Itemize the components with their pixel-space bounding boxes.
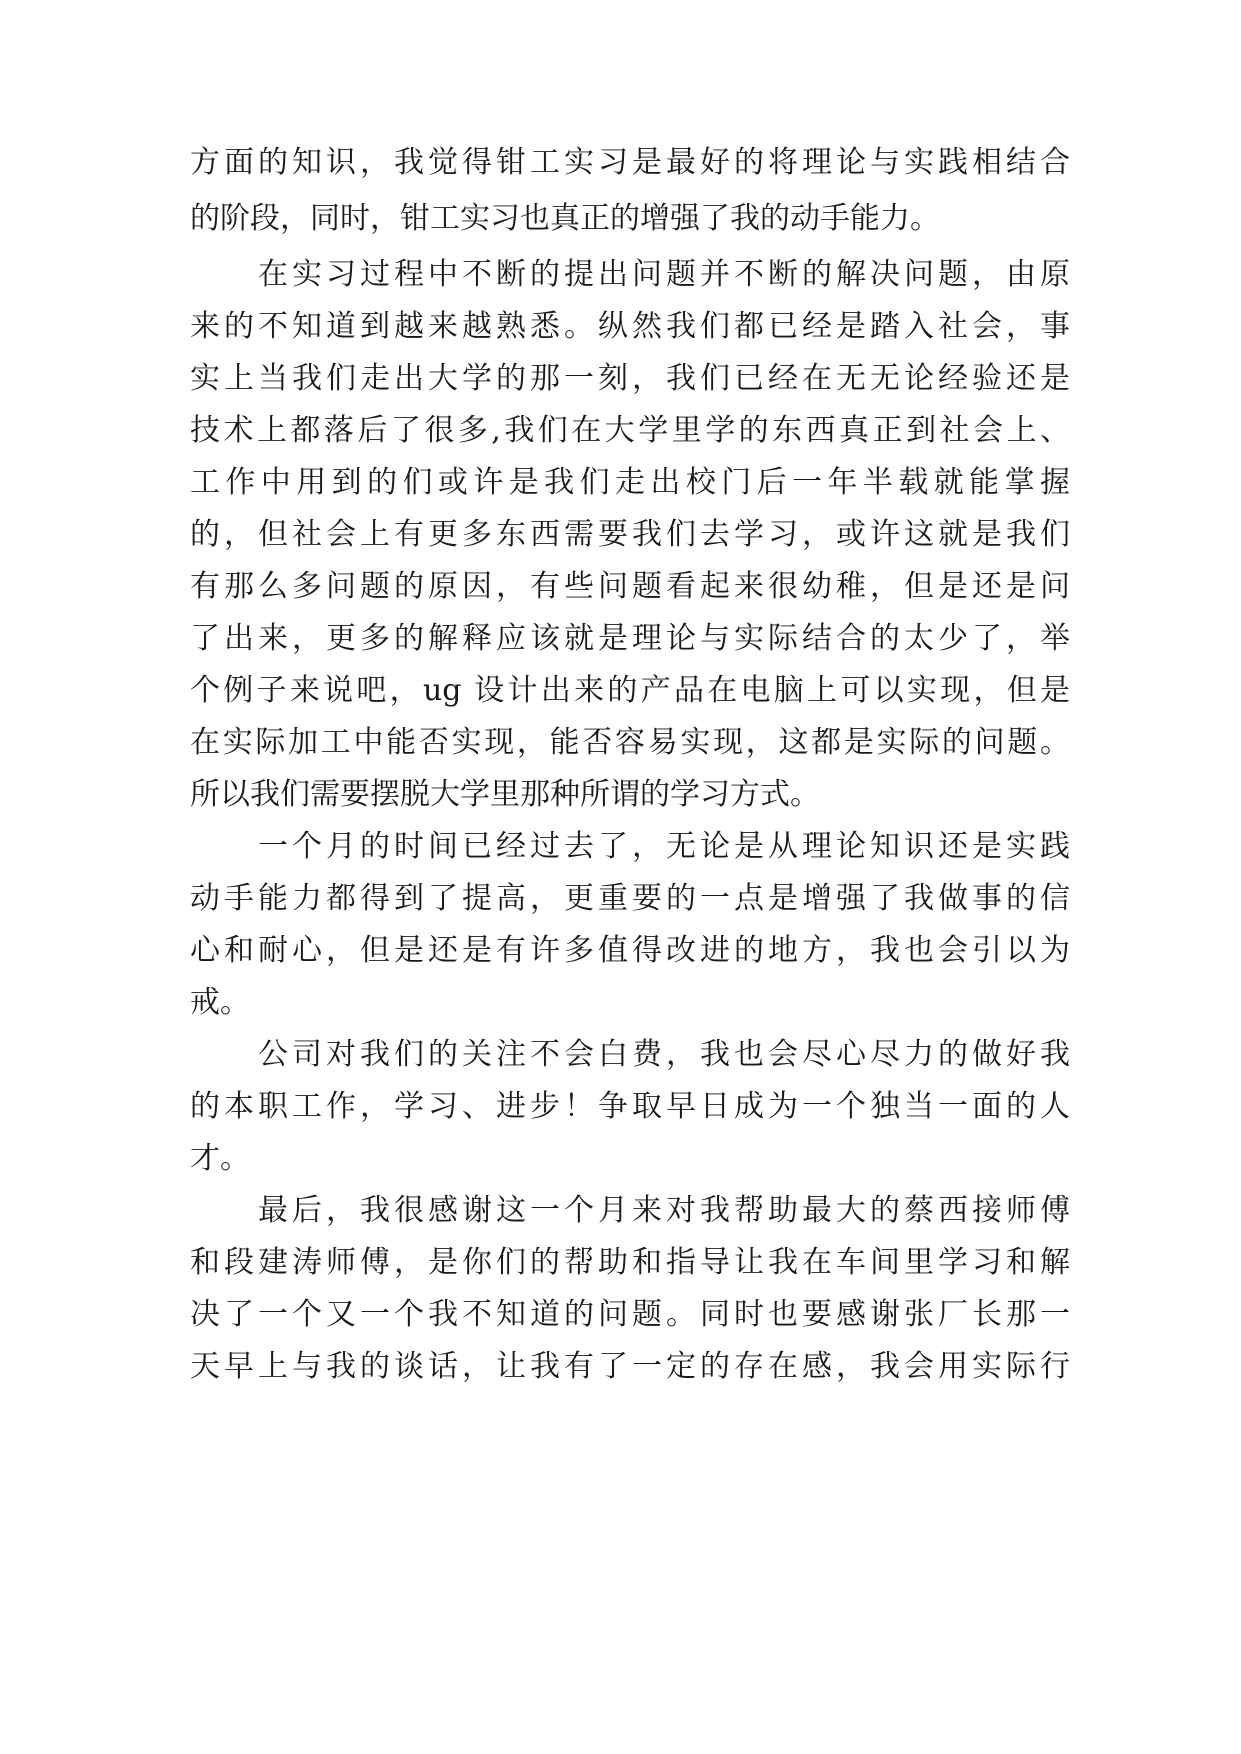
text-line: 的本职工作，学习、进步！争取早日成为一个独当一面的人 xyxy=(190,1089,1070,1124)
text-line: 最后，我很感谢这一个月来对我帮助最大的蔡西接师傅 xyxy=(258,1193,1070,1228)
text-line: 公司对我们的关注不会白费，我也会尽心尽力的做好我 xyxy=(258,1037,1070,1072)
text-line: 个例子来说吧，ug 设计出来的产品在电脑上可以实现，但是 xyxy=(190,673,1070,708)
text-line: 来的不知道到越来越熟悉。纵然我们都已经是踏入社会，事 xyxy=(190,309,1070,344)
text-line: 在实际加工中能否实现，能否容易实现，这都是实际的问题。 xyxy=(190,725,1070,760)
text-line: 在实习过程中不断的提出问题并不断的解决问题，由原 xyxy=(258,257,1070,292)
text-line: 一个月的时间已经过去了，无论是从理论知识还是实践 xyxy=(258,829,1070,864)
text-line: 决了一个又一个我不知道的问题。同时也要感谢张厂长那一 xyxy=(190,1297,1070,1332)
text-line: 了出来，更多的解释应该就是理论与实际结合的太少了，举 xyxy=(190,621,1070,656)
text-line: 方面的知识，我觉得钳工实习是最好的将理论与实践相结合 xyxy=(190,145,1070,180)
text-line: 戒。 xyxy=(190,985,250,1020)
text-line: 和段建涛师傅，是你们的帮助和指导让我在车间里学习和解 xyxy=(190,1245,1070,1280)
text-line: 天早上与我的谈话，让我有了一定的存在感，我会用实际行 xyxy=(190,1349,1070,1384)
text-line: 所以我们需要摆脱大学里那种所谓的学习方式。 xyxy=(190,777,820,812)
text-line: 才。 xyxy=(190,1141,250,1176)
text-line: 实上当我们走出大学的那一刻，我们已经在无无论经验还是 xyxy=(190,361,1070,396)
text-line: 动手能力都得到了提高，更重要的一点是增强了我做事的信 xyxy=(190,881,1070,916)
text-line: 有那么多问题的原因，有些问题看起来很幼稚，但是还是问 xyxy=(190,569,1070,604)
text-line: 技术上都落后了很多,我们在大学里学的东西真正到社会上、 xyxy=(190,413,1070,448)
text-line: 心和耐心，但是还是有许多值得改进的地方，我也会引以为 xyxy=(190,933,1070,968)
text-line: 的阶段，同时，钳工实习也真正的增强了我的动手能力。 xyxy=(190,201,940,236)
text-line: 的，但社会上有更多东西需要我们去学习，或许这就是我们 xyxy=(190,517,1070,552)
text-line: 工作中用到的们或许是我们走出校门后一年半载就能掌握 xyxy=(190,465,1070,500)
